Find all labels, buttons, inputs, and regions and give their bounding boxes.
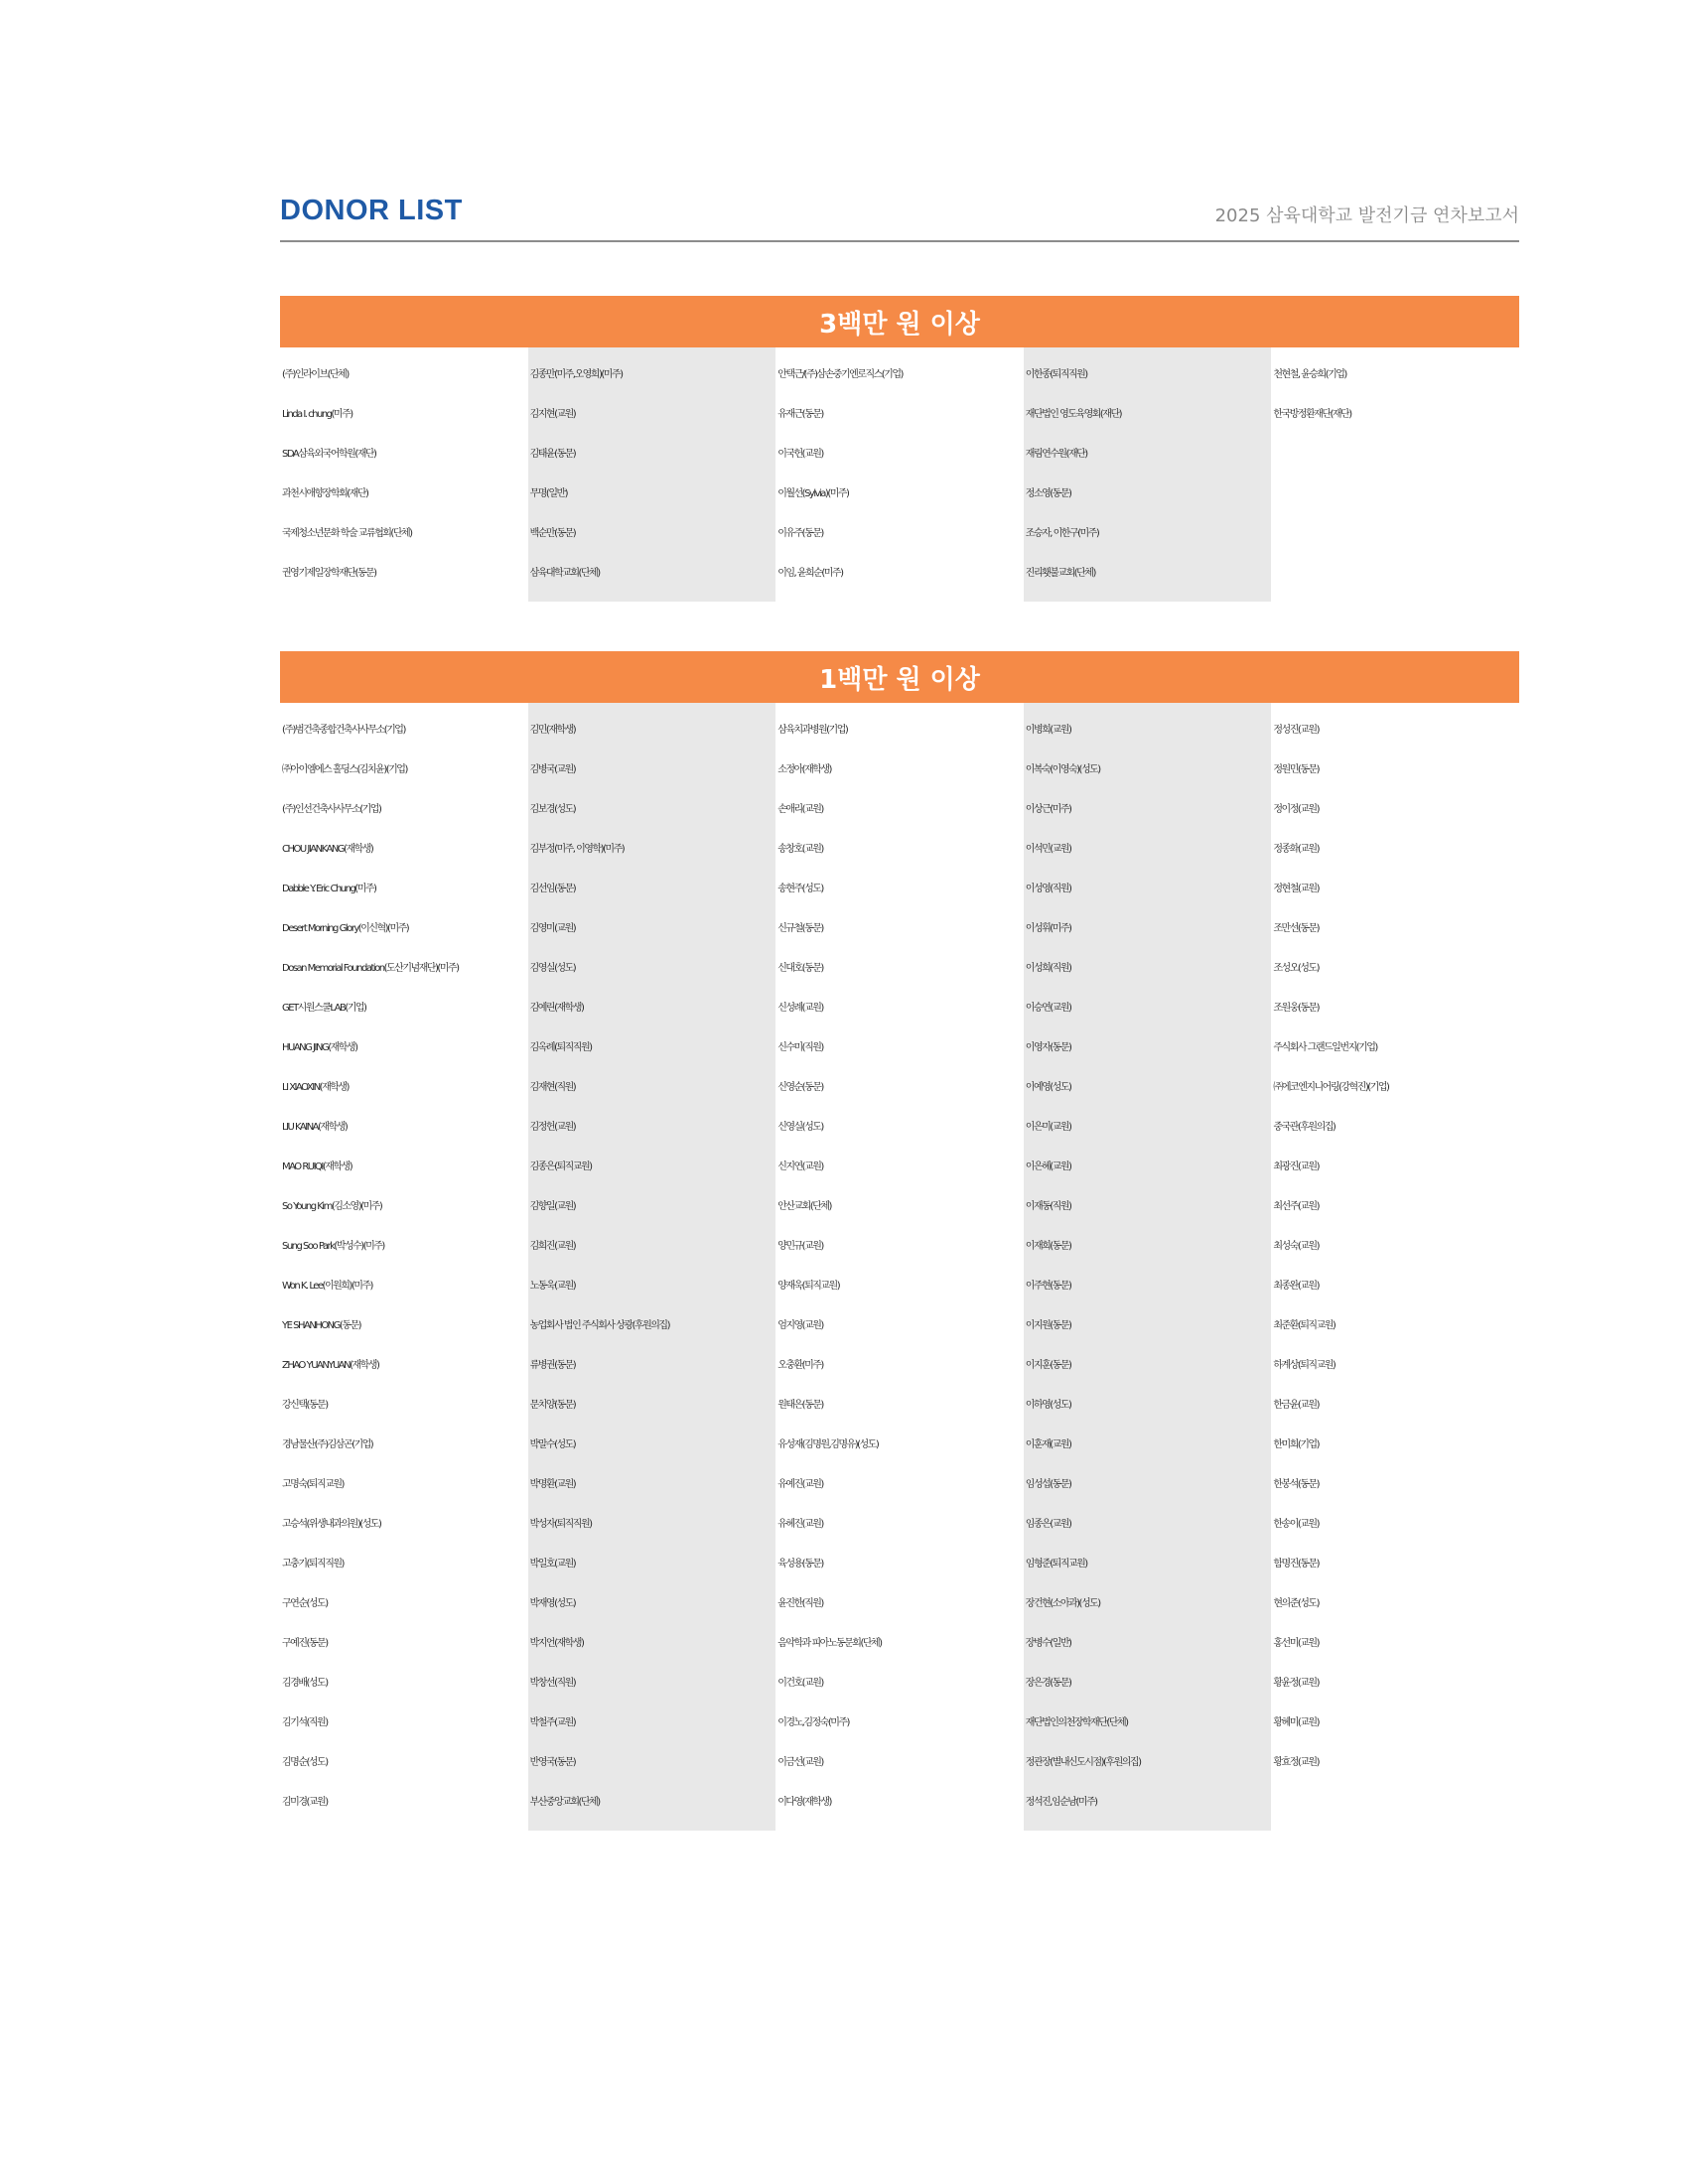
donor-name: 한국방정환재단(재단) bbox=[1273, 409, 1351, 420]
donor-name: 장병수(일반) bbox=[1025, 1638, 1071, 1649]
donor-name: MAO RUIQI(재학생) bbox=[282, 1161, 352, 1172]
donor-columns bbox=[280, 703, 1519, 1831]
donor-name: 박지언(재학생) bbox=[529, 1638, 584, 1649]
donor-name: Dosan Memorial Foundation(도산기념재단)(미주) bbox=[282, 963, 459, 974]
donor-name: 황윤정(교원) bbox=[1273, 1678, 1319, 1689]
donor-name: Dabble Y. Eric Chung(미주) bbox=[282, 884, 376, 894]
donor-name: So Young Kim(김소영)(미주) bbox=[282, 1201, 382, 1212]
donor-name: 김경배(성도) bbox=[282, 1678, 328, 1689]
donor-name: 최선주(교원) bbox=[1273, 1201, 1319, 1212]
donor-name: 정현철(교원) bbox=[1273, 884, 1319, 894]
donor-name: 김옥례(퇴직직원) bbox=[529, 1042, 592, 1053]
donor-name: 진리횃불교회(단체) bbox=[1025, 568, 1095, 579]
donor-name: 김지현(교원) bbox=[529, 409, 576, 420]
donor-name: 박일호(교원) bbox=[529, 1559, 576, 1570]
donor-name: 장은경(동문) bbox=[1025, 1678, 1071, 1689]
donor-name: 이은미(교원) bbox=[1025, 1122, 1071, 1133]
page-title: DONOR LIST bbox=[280, 195, 463, 226]
donor-name: 이건호(교원) bbox=[777, 1678, 823, 1689]
donor-name: 반영국(동문) bbox=[529, 1757, 576, 1768]
donor-name: 박말수(성도) bbox=[529, 1439, 576, 1450]
donor-name: 현의준(성도) bbox=[1273, 1598, 1319, 1609]
donor-name: 함명진(동문) bbox=[1273, 1559, 1319, 1570]
donor-name: 육성용(동문) bbox=[777, 1559, 823, 1570]
donor-column bbox=[528, 703, 776, 1831]
donor-name: 유성재(김명원,김명유)(성도) bbox=[777, 1439, 879, 1450]
section-heading: 1백만 원 이상 bbox=[280, 651, 1519, 703]
donor-name: 류병권(동문) bbox=[529, 1360, 576, 1371]
donor-name: 신대호(동문) bbox=[777, 963, 823, 974]
donor-name: 재단법인의천장학재단(단체) bbox=[1025, 1717, 1128, 1728]
donor-name: 이복숙(이영숙)(성도) bbox=[1025, 764, 1100, 775]
donor-name: Sung Soo Park(박성수)(미주) bbox=[282, 1241, 384, 1252]
donor-name: 고승석(위생내과의원)(성도) bbox=[282, 1519, 381, 1530]
donor-name: 최성숙(교원) bbox=[1273, 1241, 1319, 1252]
donor-column bbox=[1271, 347, 1519, 602]
donor-name: 임성섭(동문) bbox=[1025, 1479, 1071, 1490]
donor-name: 이다영(재학생) bbox=[777, 1797, 831, 1808]
donor-name: 백순만(동문) bbox=[529, 528, 576, 539]
donor-name: 한금윤(교원) bbox=[1273, 1400, 1319, 1411]
donor-name: Desert Morning Glory(이신혁)(미주) bbox=[282, 923, 409, 934]
donor-name: 박재영(성도) bbox=[529, 1598, 576, 1609]
donor-name: 송현주(성도) bbox=[777, 884, 823, 894]
donor-name: 조승자, 이한구(미주) bbox=[1025, 528, 1099, 539]
donor-name: 정원민(동문) bbox=[1273, 764, 1319, 775]
donor-name: 김민(재학생) bbox=[529, 725, 576, 736]
donor-name: 김명순(성도) bbox=[282, 1757, 328, 1768]
donor-name: 음악학과 피아노동문회(단체) bbox=[777, 1638, 882, 1649]
donor-name: 구연순(성도) bbox=[282, 1598, 328, 1609]
donor-name: 이상근(미주) bbox=[1025, 804, 1071, 815]
donor-name: 삼육치과병원(기업) bbox=[777, 725, 848, 736]
donor-name: 조원웅(동문) bbox=[1273, 1003, 1319, 1014]
donor-name: 이하영(성도) bbox=[1025, 1400, 1071, 1411]
donor-name: 정소영(동문) bbox=[1025, 488, 1071, 499]
donor-name: (주)인라이브(단체) bbox=[282, 369, 349, 380]
donor-name: 박성자(퇴직직원) bbox=[529, 1519, 592, 1530]
donor-name: 양재욱(퇴직교원) bbox=[777, 1281, 840, 1292]
donor-name: 신성례(교원) bbox=[777, 1003, 823, 1014]
donor-name: 이병희(교원) bbox=[1025, 725, 1071, 736]
donor-name: 박철주(교원) bbox=[529, 1717, 576, 1728]
page-header bbox=[280, 191, 1519, 242]
donor-name: 조성오(성도) bbox=[1273, 963, 1319, 974]
donor-name: 구예진(동문) bbox=[282, 1638, 328, 1649]
donor-name: 이경노,김정숙(미주) bbox=[777, 1717, 849, 1728]
donor-name: 소정아(재학생) bbox=[777, 764, 831, 775]
donor-name: 이성휘(미주) bbox=[1025, 923, 1071, 934]
donor-name: 삼육대학교회(단체) bbox=[529, 568, 600, 579]
donor-name: 이승연(교원) bbox=[1025, 1003, 1071, 1014]
donor-name: 김미경(교원) bbox=[282, 1797, 328, 1808]
donor-column bbox=[775, 347, 1024, 602]
donor-name: 오충환(미주) bbox=[777, 1360, 823, 1371]
donor-name: 정이정(교원) bbox=[1273, 804, 1319, 815]
donor-name: 부산중앙교회(단체) bbox=[529, 1797, 600, 1808]
donor-name: LIU KAINA(재학생) bbox=[282, 1122, 348, 1133]
donor-name: 정석진,임순남(미주) bbox=[1025, 1797, 1097, 1808]
donor-name: 신규철(동문) bbox=[777, 923, 823, 934]
donor-name: 홍선미(교원) bbox=[1273, 1638, 1319, 1649]
donor-name: 이유주(동문) bbox=[777, 528, 823, 539]
donor-name: 이영자(동문) bbox=[1025, 1042, 1071, 1053]
donor-name: 김부정(미주, 이영학)(미주) bbox=[529, 844, 625, 855]
donor-column bbox=[280, 347, 528, 602]
donor-column bbox=[1271, 703, 1519, 1831]
donor-name: 박창선(직원) bbox=[529, 1678, 576, 1689]
donor-column bbox=[775, 703, 1024, 1831]
donor-name: 이성희(직원) bbox=[1025, 963, 1071, 974]
donor-name: 유예진(교원) bbox=[777, 1479, 823, 1490]
donor-name: 윤진한(직원) bbox=[777, 1598, 823, 1609]
donor-name: 김예린(재학생) bbox=[529, 1003, 584, 1014]
donor-name: 이석민(교원) bbox=[1025, 844, 1071, 855]
donor-column bbox=[1024, 347, 1272, 602]
donor-name: ㈜에코엔지니어링(강혁진)(기업) bbox=[1273, 1082, 1389, 1093]
donor-name: 이성영(직원) bbox=[1025, 884, 1071, 894]
section-heading: 3백만 원 이상 bbox=[280, 296, 1519, 347]
donor-name: 김병국(교원) bbox=[529, 764, 576, 775]
donor-name: 유재근(동문) bbox=[777, 409, 823, 420]
donor-name: 임종은(교원) bbox=[1025, 1519, 1071, 1530]
donor-column bbox=[1024, 703, 1272, 1831]
donor-name: 권영기제일장학재단(동문) bbox=[282, 568, 376, 579]
donor-name: 과천시애향장학회(재단) bbox=[282, 488, 368, 499]
donor-name: GET시원스쿨LAB(기업) bbox=[282, 1003, 366, 1014]
donor-name: 손애리(교원) bbox=[777, 804, 823, 815]
donor-name: 신수미(직원) bbox=[777, 1042, 823, 1053]
donor-column bbox=[528, 347, 776, 602]
donor-name: 최광진(교원) bbox=[1273, 1161, 1319, 1172]
donor-name: 김희진(교원) bbox=[529, 1241, 576, 1252]
donor-name: 김정헌(교원) bbox=[529, 1122, 576, 1133]
donor-name: 엄지영(교원) bbox=[777, 1320, 823, 1331]
donor-name: 장건현(소아과)(성도) bbox=[1025, 1598, 1100, 1609]
donor-column bbox=[280, 703, 528, 1831]
donor-name: 천현철, 윤승희(기업) bbox=[1273, 369, 1346, 380]
donor-name: 이지훈(동문) bbox=[1025, 1360, 1071, 1371]
donor-name: 이재희(동문) bbox=[1025, 1241, 1071, 1252]
donor-name: 재림연수원(재단) bbox=[1025, 449, 1087, 460]
donor-name: 김종만(미주,오영희)(미주) bbox=[529, 369, 623, 380]
donor-name: 신영순(동문) bbox=[777, 1082, 823, 1093]
donor-name: 이한종(퇴직직원) bbox=[1025, 369, 1087, 380]
donor-name: 신영실(성도) bbox=[777, 1122, 823, 1133]
donor-name: 농업회사 법인 주식회사 상광(후원의집) bbox=[529, 1320, 669, 1331]
donor-name: 김보경(성도) bbox=[529, 804, 576, 815]
donor-name: 재단법인 영도육영회(재단) bbox=[1025, 409, 1122, 420]
donor-name: 주식회사 그랜드일번지(기업) bbox=[1273, 1042, 1377, 1053]
donor-name: 임형준(퇴직교원) bbox=[1025, 1559, 1087, 1570]
donor-name: 안택근/(주)삼손중기엔로직스(기업) bbox=[777, 369, 903, 380]
donor-name: SDA삼육외국어학원(재단) bbox=[282, 449, 376, 460]
donor-name: 하계상(퇴직교원) bbox=[1273, 1360, 1336, 1371]
donor-name: 정관장(별내신도시점)(후원의집) bbox=[1025, 1757, 1141, 1768]
donor-name: 이훈재(교원) bbox=[1025, 1439, 1071, 1450]
donor-name: 이주현(동문) bbox=[1025, 1281, 1071, 1292]
donor-name: 양민규(교원) bbox=[777, 1241, 823, 1252]
donor-name: 중국관(후원의집) bbox=[1273, 1122, 1336, 1133]
donor-name: 이예영(성도) bbox=[1025, 1082, 1071, 1093]
donor-name: 김태윤(동문) bbox=[529, 449, 576, 460]
donor-name: 김선임(동문) bbox=[529, 884, 576, 894]
donor-name: 한봉석(동문) bbox=[1273, 1479, 1319, 1490]
donor-name: 조만선(동문) bbox=[1273, 923, 1319, 934]
donor-name: LI XIAOXIN(재학생) bbox=[282, 1082, 349, 1093]
donor-name: ZHAO YUANYUAN(재학생) bbox=[282, 1360, 379, 1371]
donor-name: 신지연(교원) bbox=[777, 1161, 823, 1172]
donor-name: Linda I. chung(미주) bbox=[282, 409, 352, 420]
donor-name: 노동욱(교원) bbox=[529, 1281, 576, 1292]
donor-name: 이금선(교원) bbox=[777, 1757, 823, 1768]
donor-name: 이국헌(교원) bbox=[777, 449, 823, 460]
donor-name: HUANG JING(재학생) bbox=[282, 1042, 357, 1053]
donor-name: 국제청소년문화 학술 교류협회(단체) bbox=[282, 528, 412, 539]
donor-name: 안산교회(단체) bbox=[777, 1201, 831, 1212]
donor-name: 정성진(교원) bbox=[1273, 725, 1319, 736]
donor-name: 이재동(직원) bbox=[1025, 1201, 1071, 1212]
donor-name: 황효정(교원) bbox=[1273, 1757, 1319, 1768]
donor-name: 최종완(교원) bbox=[1273, 1281, 1319, 1292]
donor-name: (주)인선건축사사무소(기업) bbox=[282, 804, 381, 815]
donor-name: 김향일(교원) bbox=[529, 1201, 576, 1212]
donor-name: 고명숙(퇴직교원) bbox=[282, 1479, 344, 1490]
donor-name: (주)범건축종합건축사사무소(기업) bbox=[282, 725, 405, 736]
donor-name: 송창호(교원) bbox=[777, 844, 823, 855]
donor-name: 김종은(퇴직교원) bbox=[529, 1161, 592, 1172]
donor-columns bbox=[280, 347, 1519, 602]
donor-name: 최준환(퇴직교원) bbox=[1273, 1320, 1336, 1331]
donor-name: 박명환(교원) bbox=[529, 1479, 576, 1490]
donor-name: 정종화(교원) bbox=[1273, 844, 1319, 855]
donor-name: 고충기(퇴직직원) bbox=[282, 1559, 344, 1570]
donor-name: 문치양(동문) bbox=[529, 1400, 576, 1411]
donor-name: 김영실(성도) bbox=[529, 963, 576, 974]
donor-name: 한송이(교원) bbox=[1273, 1519, 1319, 1530]
donor-name: YE SHANHONG(동문) bbox=[282, 1320, 361, 1331]
donor-name: 경남물산(주)김삼곤(기업) bbox=[282, 1439, 373, 1450]
section-1m bbox=[280, 651, 1519, 1831]
donor-name: CHOU JIANKANG(재학생) bbox=[282, 844, 373, 855]
donor-name: 김기석(직원) bbox=[282, 1717, 328, 1728]
donor-name: 유혜진(교원) bbox=[777, 1519, 823, 1530]
donor-name: 이은혜(교원) bbox=[1025, 1161, 1071, 1172]
donor-name: 이임, 윤희순(미주) bbox=[777, 568, 843, 579]
section-3m bbox=[280, 296, 1519, 602]
donor-name: 무명(일반) bbox=[529, 488, 568, 499]
donor-name: 이지원(동문) bbox=[1025, 1320, 1071, 1331]
donor-name: 강신택(동문) bbox=[282, 1400, 328, 1411]
donor-name: Won K. Lee(이원희)(미주) bbox=[282, 1281, 372, 1292]
donor-name: ㈜아이엠에스 홀딩스(김치윤)(기업) bbox=[282, 764, 407, 775]
donor-name: 원태은(동문) bbox=[777, 1400, 823, 1411]
donor-name: 한미희(기업) bbox=[1273, 1439, 1319, 1450]
donor-name: 김재현(직원) bbox=[529, 1082, 576, 1093]
report-subtitle: 2025 삼육대학교 발전기금 연차보고서 bbox=[1214, 205, 1519, 226]
donor-name: 황혜미(교원) bbox=[1273, 1717, 1319, 1728]
donor-name: 이월선(Sylvia)(미주) bbox=[777, 488, 849, 499]
donor-name: 김영미(교원) bbox=[529, 923, 576, 934]
